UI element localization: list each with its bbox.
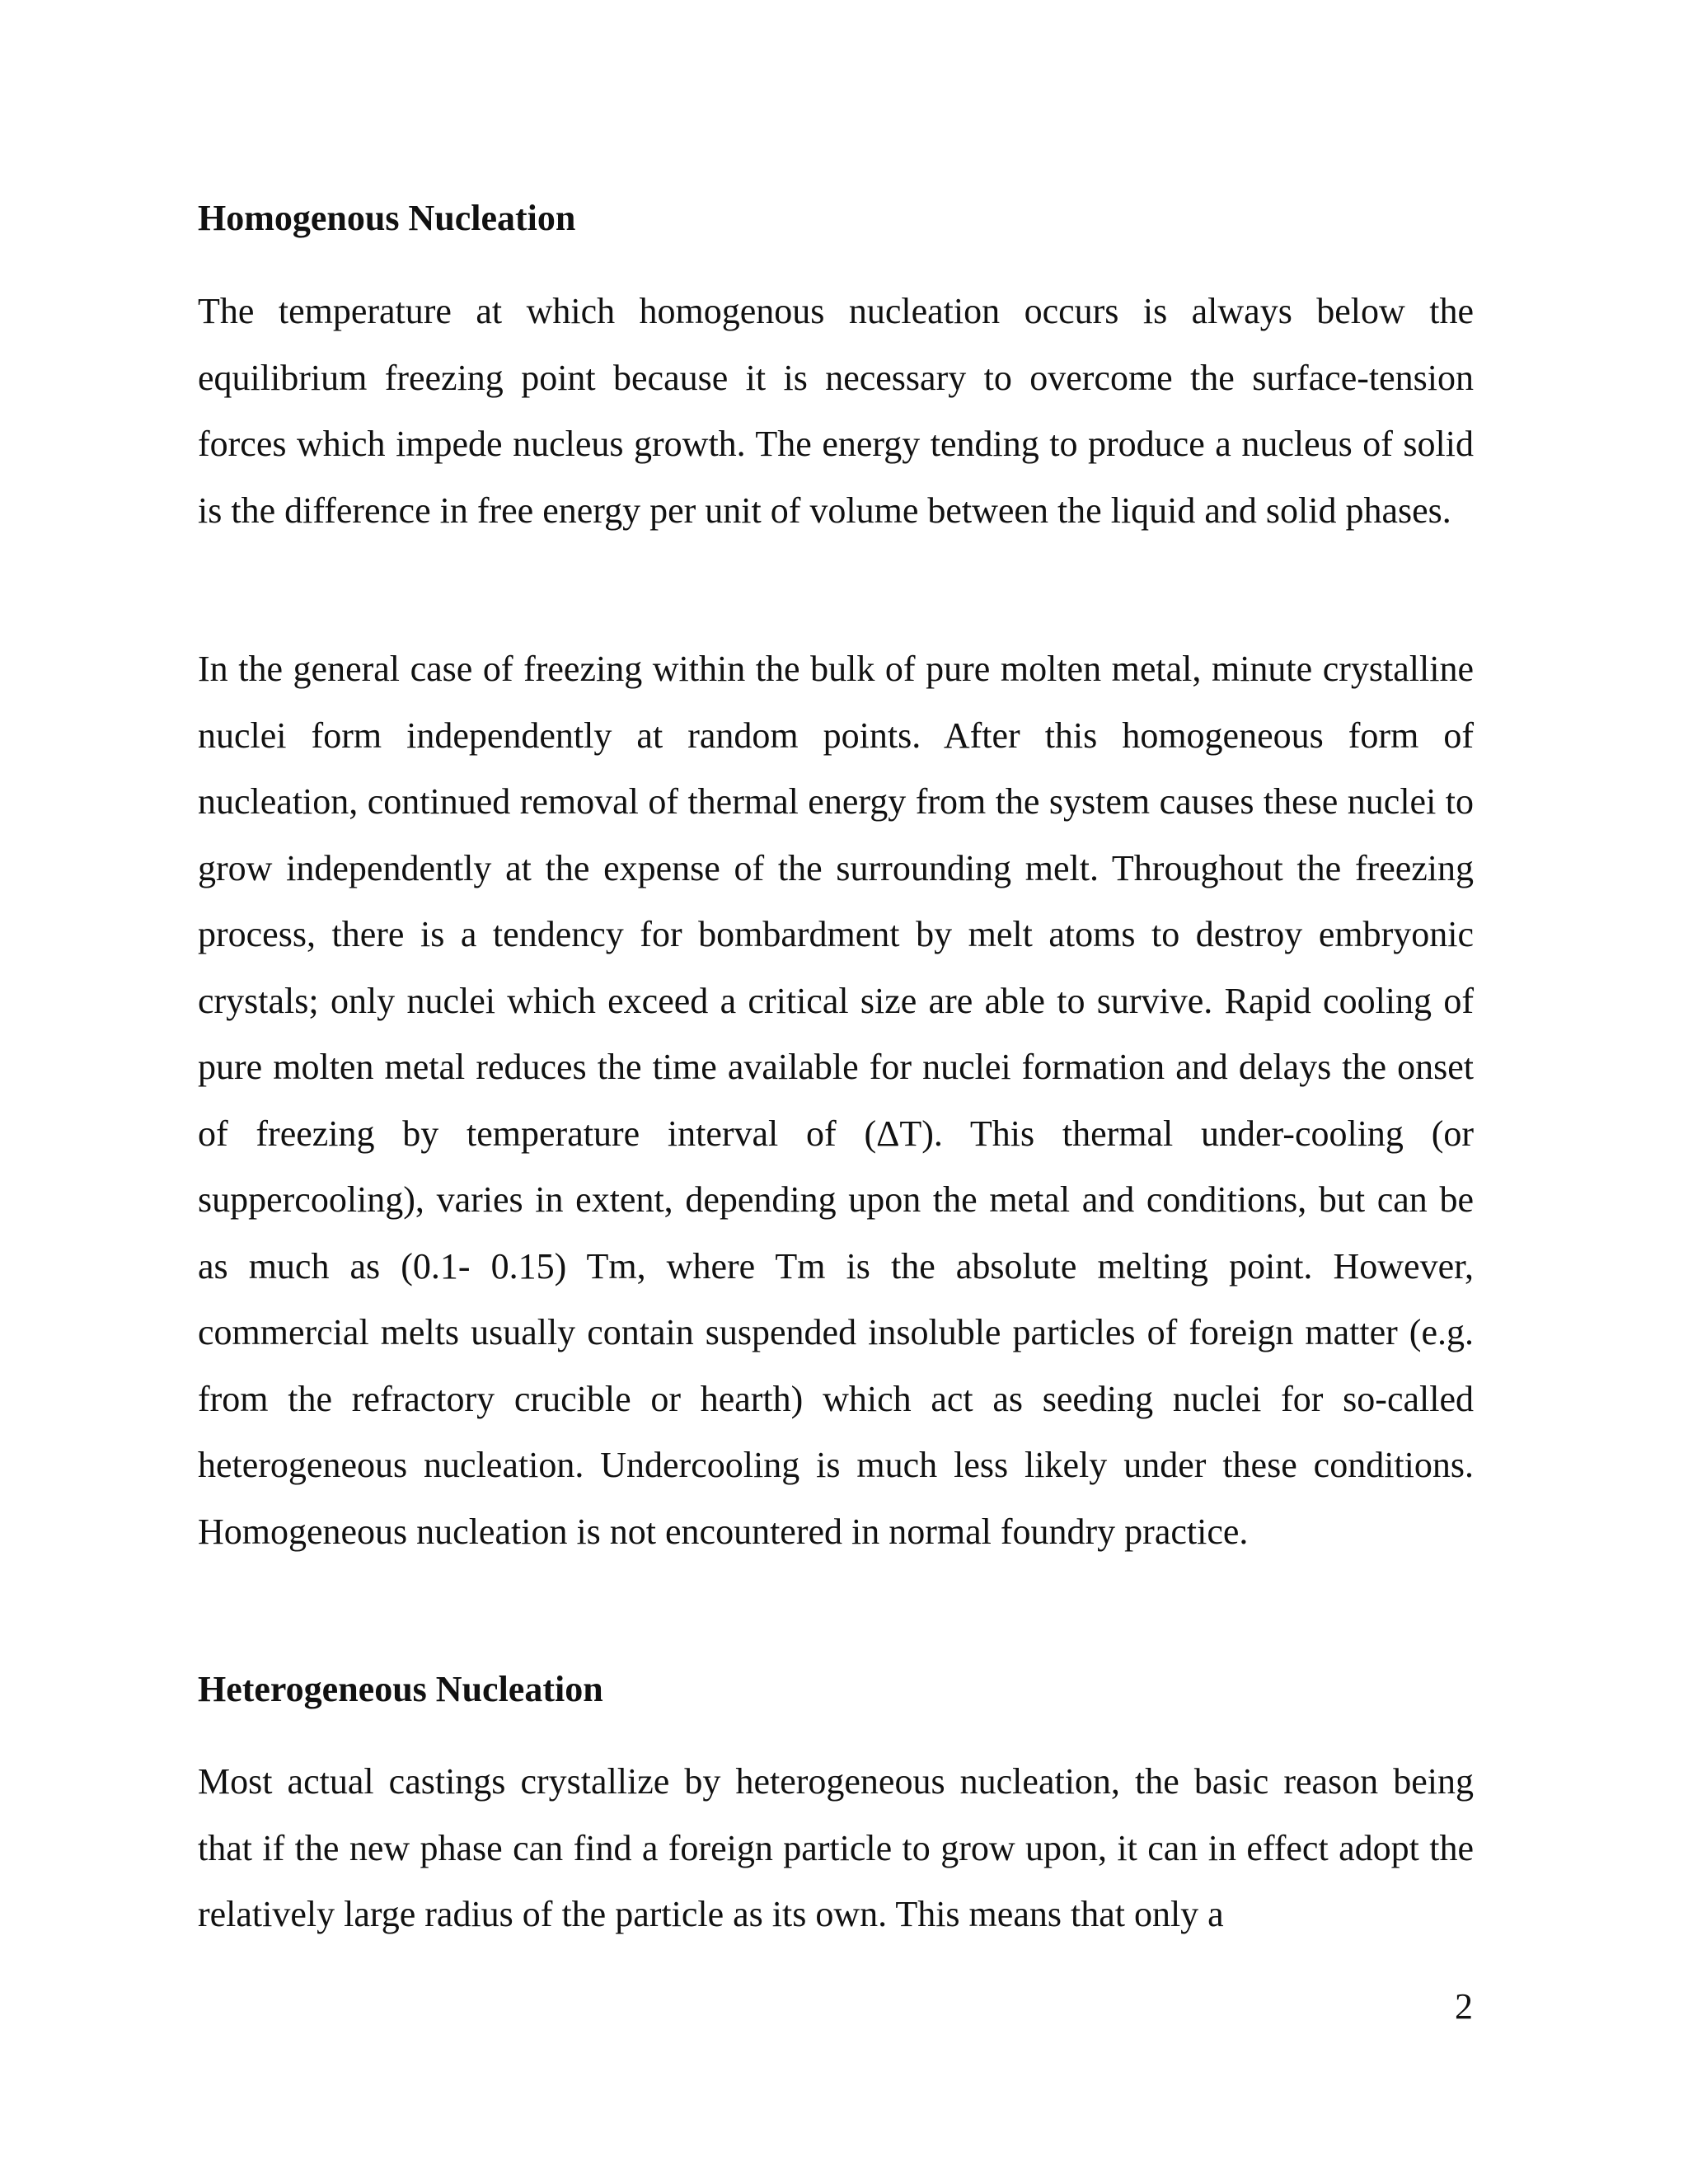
section-heading-homogenous-nucleation: Homogenous Nucleation (198, 198, 576, 238)
page-number: 2 (1455, 1986, 1473, 2027)
paragraph: The temperature at which homogenous nucleation occurs is always below the equilibrium freezing point because it is necessary to overcome the surface-tension forces which impede nucleus growth. The energy tending to produce a nucleus of solid is the difference in free energy per unit of volume between the liquid and solid phases. (198, 291, 1474, 531)
paragraph: In the general case of freezing within the bulk of pure molten metal, minute crystalline nuclei form independently at random points. After this homogeneous form of nucleation, continued removal of thermal energy from the system causes these nuclei to grow independently at the expense of the surrounding melt. Throughout the freezing process, there is a tendency for bombardment by melt atoms to destroy embryonic crystals; only nuclei which exceed a critical size are able to survive. Rapid cooling of pure molten metal reduces the time available for nuclei formation and delays the onset of freezing by temperature interval of (ΔT). This thermal under-cooling (or suppercooling), varies in extent, depending upon the metal and conditions, but can be as much as (0.1- 0.15) Tm, where Tm is the absolute melting point. However, commercial melts usually contain suspended insoluble particles of foreign matter (e.g. from the refractory crucible or hearth) which act as seeding nuclei for so-called heterogeneous nucleation. Undercooling is much less likely under these conditions. Homogeneous nucleation is not encountered in normal foundry practice. (198, 649, 1474, 1552)
section-heading-heterogeneous-nucleation: Heterogeneous Nucleation (198, 1669, 603, 1709)
paragraph: Most actual castings crystallize by heterogeneous nucleation, the basic reason being that if the new phase can find a foreign particle to grow upon, it can in effect adopt the relatively large radius of the particle as its own. This means that only a (198, 1761, 1474, 1934)
